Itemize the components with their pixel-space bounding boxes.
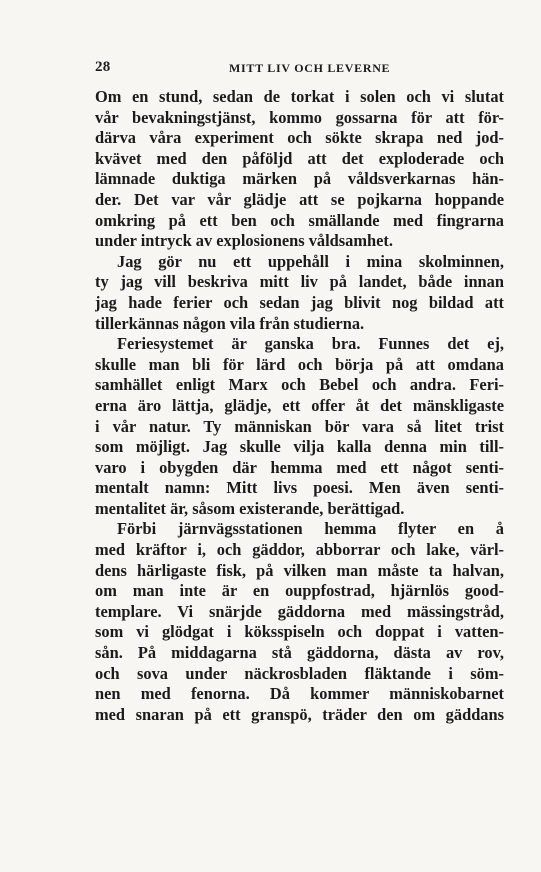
text-line: som vi glödgat i köksspiseln och doppat i vatten- [95,622,504,642]
text-line: ty jag vill beskriva mitt liv på landet, både innan [95,272,504,292]
body-text [95,87,504,725]
text-line: omkring på ett ben och smällande med fingrarna [95,210,504,230]
text-line: vår bevakningstjänst, kommo gossarna för att för- [95,107,504,127]
text-line: dens härligaste fisk, på vilken man måste ta halvan, [95,560,504,580]
text-line: och sova under näckrosbladen fläktande i söm- [95,663,504,683]
text-line: mentalitet är, såsom existerande, berättigad. [95,498,405,518]
text-line: som möjligt. Jag skulle vilja kalla denna min till- [95,437,504,457]
text-line: sån. På middagarna stå gäddorna, dästa av rov, [95,643,504,663]
text-line: med kräftor i, och gäddor, abborrar och lake, värl- [95,540,504,560]
text-line: skulle man bli för lärd och börja på att omdana [95,354,504,374]
text-line: varo i obygden där hemma med ett något senti- [95,457,504,477]
text-line: om man inte är en ouppfostrad, hjärnlös good- [95,581,504,601]
text-line: i vår natur. Ty människan bör vara så litet trist [95,416,504,436]
text-line: Förbi järnvägsstationen hemma flyter en å [117,519,504,539]
text-line: jag hade ferier och sedan jag blivit nog bildad att [95,292,504,312]
text-line: mentalt namn: Mitt livs poesi. Men även senti- [95,478,504,498]
text-line: samhället enligt Marx och Bebel och andra. Feri- [95,375,504,395]
text-line: därva våra experiment och sökte skrapa ned jod- [95,128,504,148]
text-line: lämnade duktiga märken på våldsverkarnas hän- [95,169,504,189]
text-line: under intryck av explosionens våldsamhet. [95,231,393,251]
text-line: kvävet med den påföljd att det exploderade och [95,148,504,168]
text-line: med snaran på ett granspö, träder den om gäddans [95,704,504,724]
text-line: templare. Vi snärjde gäddorna med mässingstråd, [95,601,504,621]
text-line: Om en stund, sedan de torkat i solen och vi slutat [95,87,504,106]
page-number: 28 [95,59,111,75]
text-line: der. Det var vår glädje att se pojkarna hoppande [95,189,504,209]
text-line: erna äro lättja, glädje, ett offer åt det mänskligaste [95,395,504,415]
text-line: tillerkännas någon vila från studierna. [95,313,365,333]
running-head: MITT LIV OCH LEVERNE [229,61,391,75]
text-line: Jag gör nu ett uppehåll i mina skolminnen, [117,251,504,271]
text-line: nen med fenorna. Då kommer människobarnet [95,684,504,704]
text-line: Feriesystemet är ganska bra. Funnes det ej, [117,334,504,354]
